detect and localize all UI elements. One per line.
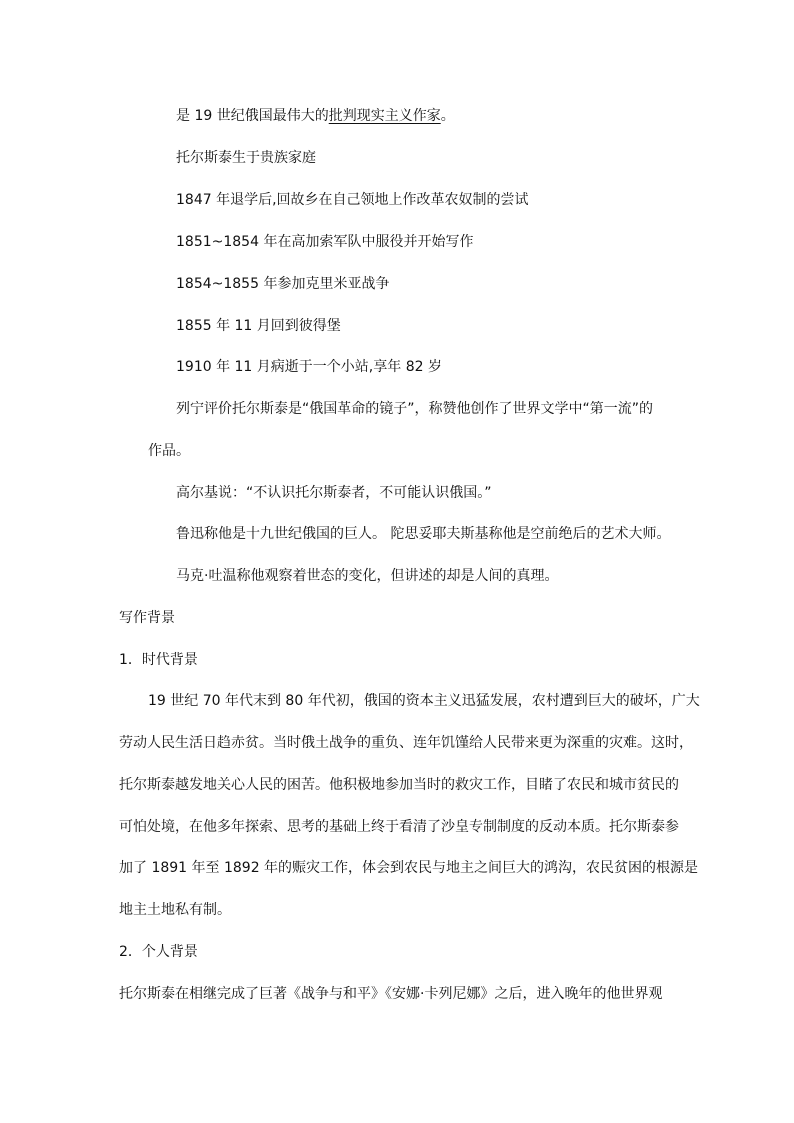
personal-background-line-1: 托尔斯泰在相继完成了巨著《战争与和平》《安娜·卡列尼娜》之后，进入晚年的他世界观 — [119, 986, 663, 1002]
era-background-title: 1．时代背景 — [119, 652, 198, 668]
intro-line-1-prefix: 是 19 世纪俄国最伟大的 — [176, 108, 329, 124]
era-background-line-3: 托尔斯泰越发地关心人民的困苦。他积极地参加当时的救灾工作，目睹了农民和城市贫民的 — [119, 777, 679, 793]
era-background-line-2: 劳动人民生活日趋赤贫。当时俄土战争的重负、连年饥馑给人民带来更为深重的灾难。这时， — [119, 735, 693, 751]
lenin-evaluation-line-1: 列宁评价托尔斯泰是“俄国革命的镜子”，称赞他创作了世界文学中“第一流”的 — [176, 401, 654, 417]
gorky-quote: 高尔基说：“不认识托尔斯泰者，不可能认识俄国。” — [176, 485, 492, 501]
intro-line-1 — [176, 106, 455, 126]
era-background-line-4: 可怕处境，在他多年探索、思考的基础上终于看清了沙皇专制制度的反动本质。托尔斯泰参 — [119, 819, 679, 835]
twain-quote: 马克·吐温称他观察着世态的变化，但讲述的却是人间的真理。 — [176, 568, 559, 584]
writing-background-heading: 写作背景 — [119, 610, 175, 626]
intro-line-5: 1854~1855 年参加克里米亚战争 — [176, 276, 390, 292]
realism-writer-link[interactable]: 批判现实主义作家 — [328, 108, 441, 124]
intro-line-3: 1847 年退学后,回故乡在自己领地上作改革农奴制的尝试 — [176, 192, 529, 208]
intro-line-1-suffix: 。 — [440, 108, 455, 124]
intro-line-2: 托尔斯泰生于贵族家庭 — [176, 150, 316, 166]
intro-line-7: 1910 年 11 月病逝于一个小站,享年 82 岁 — [176, 359, 442, 375]
era-background-line-5: 加了 1891 年至 1892 年的赈灾工作，体会到农民与地主之间巨大的鸿沟，农民贫困的根源是 — [119, 860, 699, 876]
era-background-line-1: 19 世纪 70 年代末到 80 年代初，俄国的资本主义迅猛发展，农村遭到巨大的破坏，广大 — [148, 693, 700, 709]
intro-line-6: 1855 年 11 月回到彼得堡 — [176, 318, 341, 334]
lenin-evaluation-line-2: 作品。 — [148, 443, 190, 459]
luxun-quote: 鲁迅称他是十九世纪俄国的巨人。 陀思妥耶夫斯基称他是空前绝后的艺术大师。 — [176, 526, 671, 542]
personal-background-title: 2．个人背景 — [119, 944, 198, 960]
intro-line-4: 1851~1854 年在高加索军队中服役并开始写作 — [176, 234, 474, 250]
era-background-line-6: 地主土地私有制。 — [119, 902, 231, 918]
